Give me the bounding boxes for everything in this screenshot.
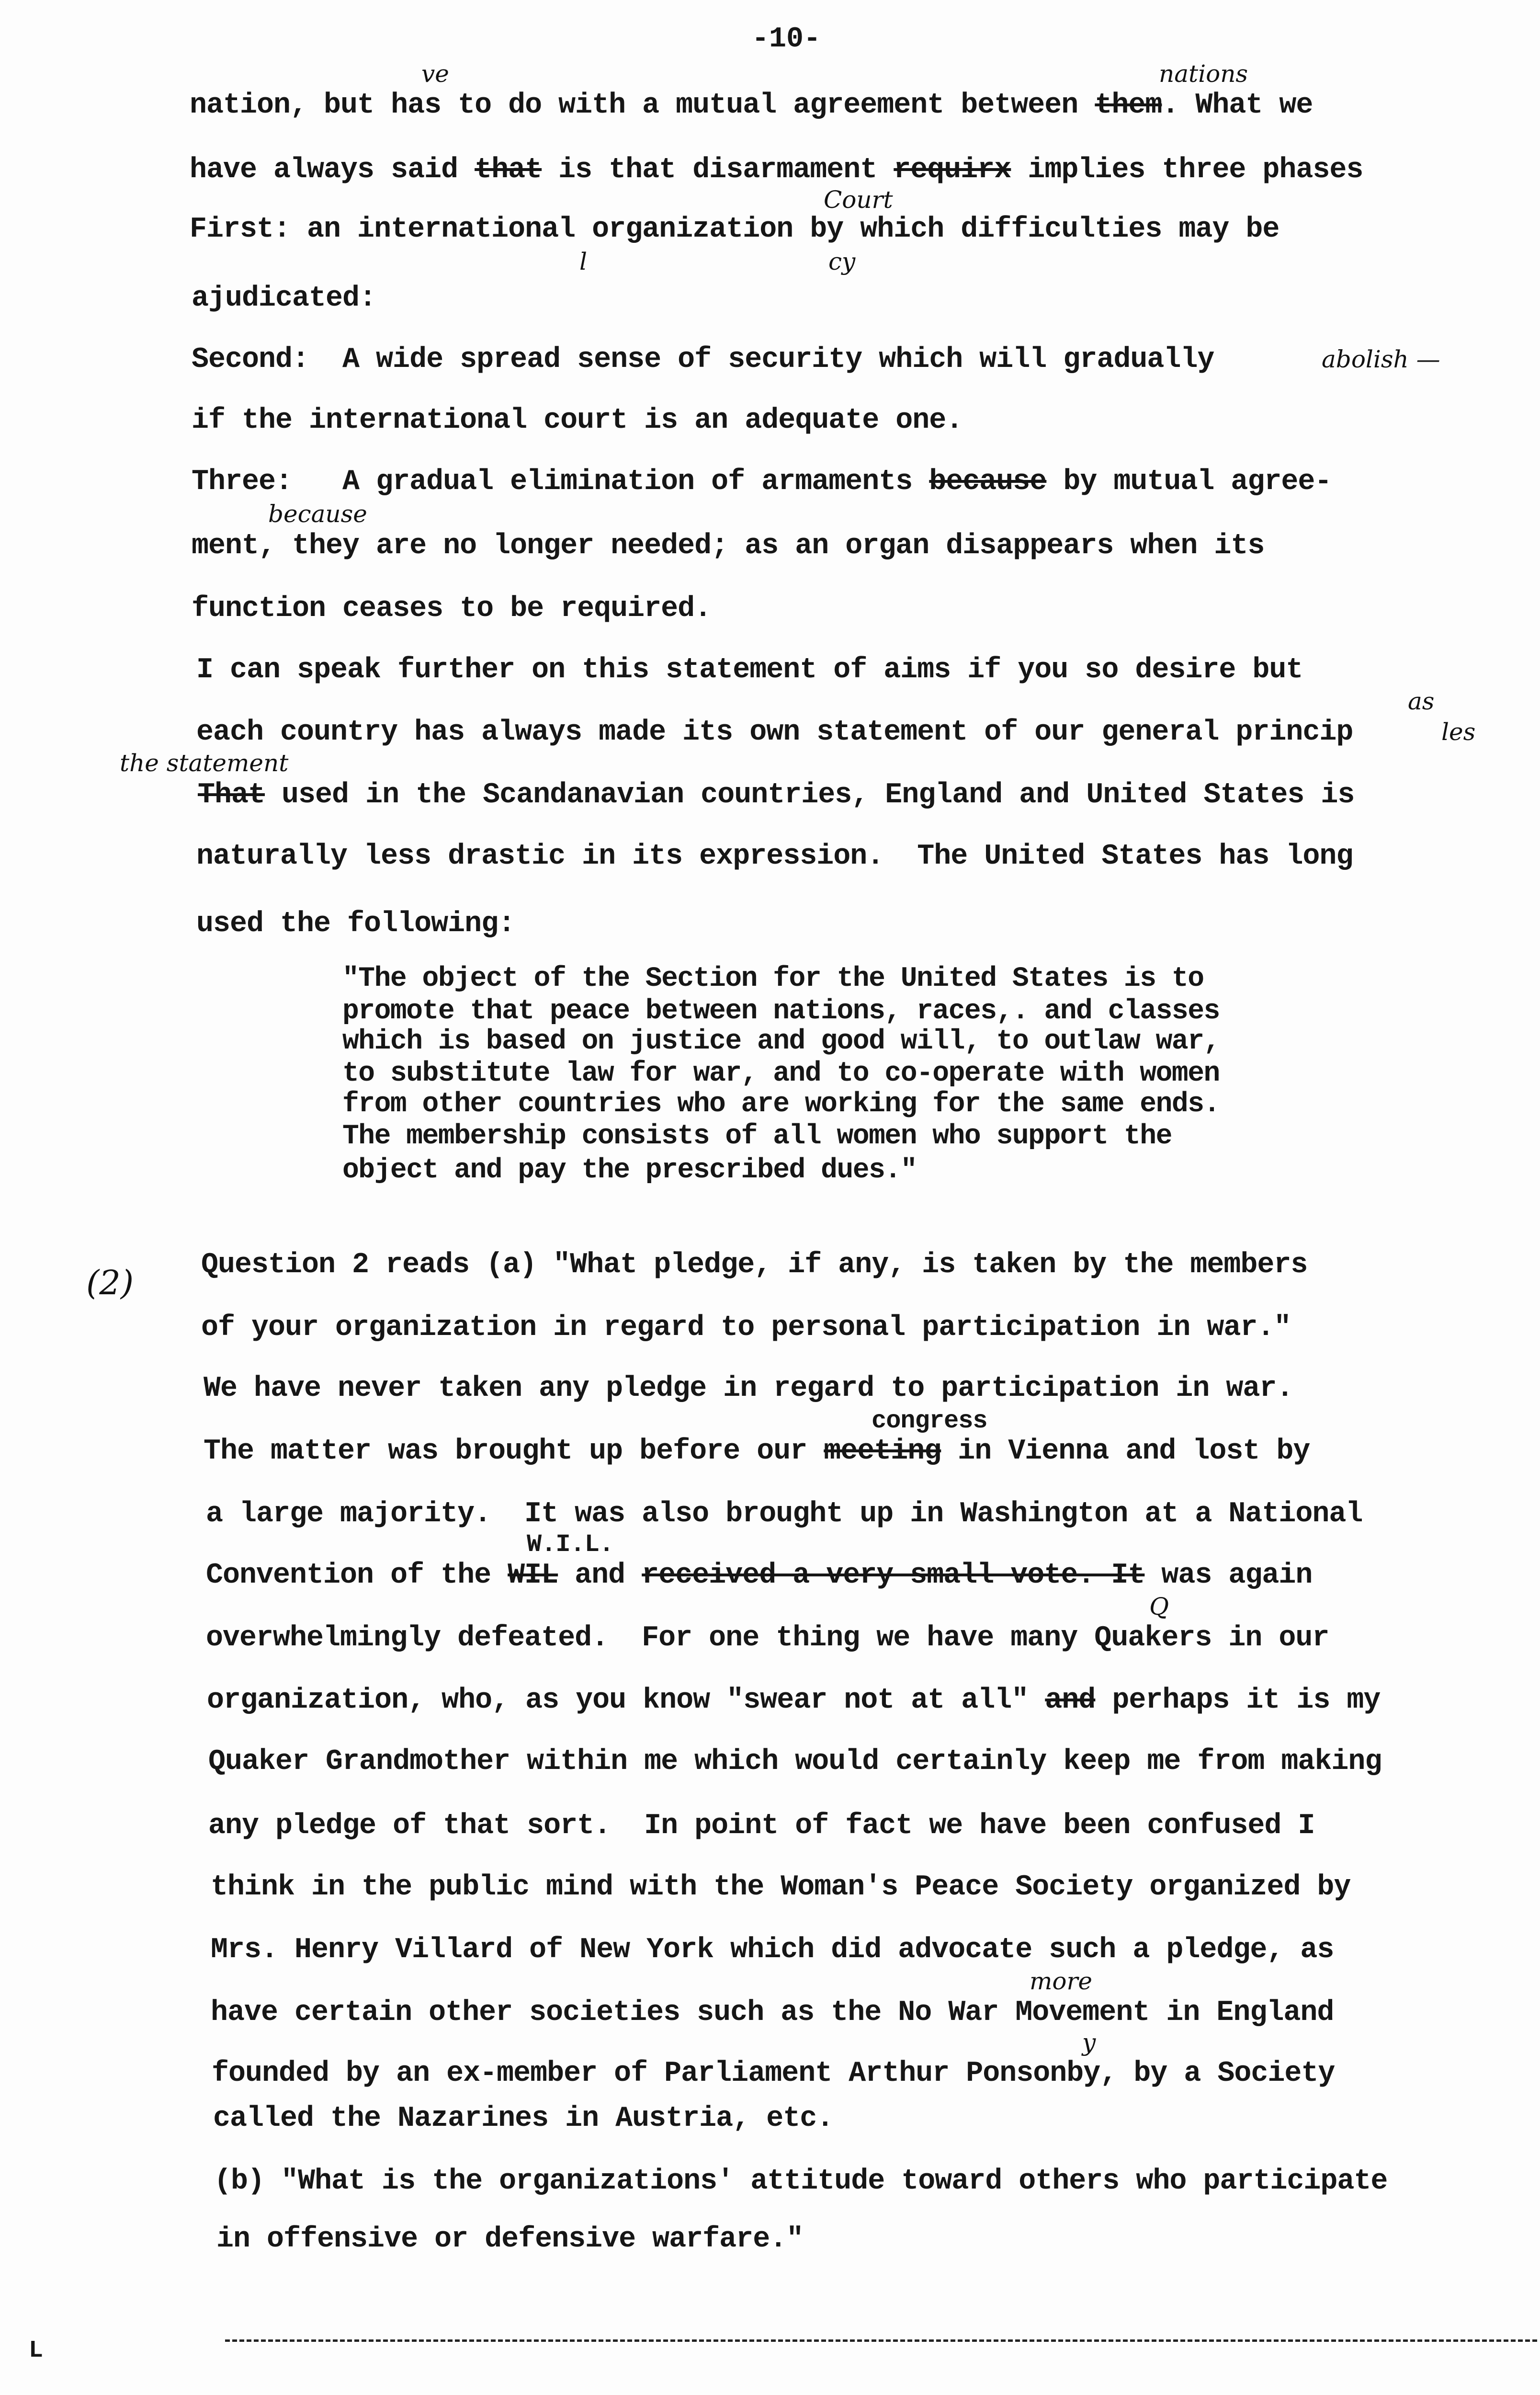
handwritten-nations: nations xyxy=(1159,60,1248,88)
struck-text: meeting xyxy=(824,1435,941,1468)
text-segment: of your organization in regard to personal participation in war." xyxy=(201,1312,1291,1344)
handwritten-les: les xyxy=(1441,718,1476,746)
struck-text: received a very small vote. It xyxy=(642,1559,1145,1592)
bottom-dashed-rule xyxy=(225,2339,1537,2342)
typed-insertion-wil: W.I.L. xyxy=(527,1530,614,1559)
text-line xyxy=(342,1060,1220,1088)
text-segment: naturally less drastic in its expression. The United States has long xyxy=(196,840,1353,873)
handwritten-because: because xyxy=(268,500,367,528)
text-line xyxy=(216,2224,803,2255)
text-segment: each country has always made its own statement of our general princip xyxy=(196,716,1353,749)
text-line xyxy=(196,841,1353,872)
text-segment: object and pay the prescribed dues." xyxy=(342,1155,917,1186)
text-line xyxy=(211,1935,1334,1965)
text-line xyxy=(206,1560,1312,1591)
text-segment: ment, they are no longer needed; as an organ disappears when its xyxy=(192,530,1265,562)
text-line xyxy=(201,1312,1291,1343)
text-segment: First: an international organization by which difficulties may be xyxy=(190,213,1280,246)
text-segment: a large majority. It was also brought up in Washington at a National xyxy=(206,1498,1363,1530)
text-line xyxy=(204,1373,1293,1404)
struck-text: WIL xyxy=(508,1559,558,1592)
text-segment: which is based on justice and good will, to outlaw war, xyxy=(342,1026,1220,1057)
text-line xyxy=(208,1811,1314,1841)
handwritten-abolish: abolish — xyxy=(1322,345,1440,373)
struck-text: and xyxy=(1045,1684,1096,1717)
text-segment: called the Nazarines in Austria, etc. xyxy=(213,2102,834,2135)
text-segment: in offensive or defensive warfare." xyxy=(216,2223,804,2256)
text-segment: "The object of the Section for the United States is to xyxy=(342,963,1204,994)
text-line xyxy=(342,1156,917,1185)
handwritten-y: y xyxy=(1082,2029,1096,2056)
text-line xyxy=(204,1436,1310,1467)
text-segment: have always said xyxy=(190,154,475,186)
handwritten-q: Q xyxy=(1149,1593,1169,1620)
text-line xyxy=(192,593,711,624)
text-segment: used in the Scandanavian countries, England and United States is xyxy=(265,779,1355,811)
text-segment: promote that peace between nations, races,. and classes xyxy=(342,996,1220,1027)
handwritten-l: l xyxy=(579,248,587,275)
text-line xyxy=(190,155,1363,185)
text-line xyxy=(196,909,515,939)
text-line xyxy=(342,1027,1220,1056)
text-line xyxy=(192,405,962,436)
handwritten-cy: cy xyxy=(828,248,856,275)
text-segment: perhaps it is my xyxy=(1095,1684,1381,1717)
text-segment: . What we xyxy=(1162,89,1313,122)
struck-text: them xyxy=(1095,89,1162,122)
text-line xyxy=(211,1997,1334,2028)
text-line xyxy=(342,997,1220,1026)
struck-text: that xyxy=(475,154,542,186)
text-segment: Convention of the xyxy=(206,1559,508,1592)
text-line xyxy=(342,965,1204,993)
text-segment: I can speak further on this statement of aims if you so desire but xyxy=(196,654,1303,686)
text-segment: The membership consists of all women who support the xyxy=(342,1121,1172,1152)
text-segment: implies three phases xyxy=(1011,154,1363,186)
text-line xyxy=(214,2166,1387,2197)
text-segment: (b) "What is the organizations' attitude toward others who participate xyxy=(214,2165,1388,2198)
text-line xyxy=(208,1746,1381,1777)
text-segment: is that disarmament xyxy=(542,154,894,186)
typed-insertion-congress: congress xyxy=(872,1407,987,1435)
handwritten-as: as xyxy=(1408,687,1435,715)
text-line xyxy=(213,2103,833,2134)
text-segment: used the following: xyxy=(196,908,515,940)
text-segment: Second: A wide spread sense of security which will gradually xyxy=(192,343,1231,376)
text-line xyxy=(192,283,376,314)
text-segment: We have never taken any pledge in regard to participation in war. xyxy=(204,1372,1293,1405)
handwritten-ve: ve xyxy=(421,60,449,88)
text-segment: have certain other societies such as the No War Movement in England xyxy=(211,1996,1334,2029)
handwritten-court: Court xyxy=(824,186,893,214)
text-line xyxy=(198,780,1354,810)
text-line xyxy=(190,90,1313,121)
handwritten-the-statement: the statement xyxy=(120,749,289,777)
text-line xyxy=(192,344,1231,375)
text-segment: think in the public mind with the Woman's Peace Society organized by xyxy=(211,1871,1351,1904)
page-number: -10- xyxy=(752,23,821,56)
page-edge-mark: L xyxy=(29,2337,44,2364)
text-segment: Quaker Grandmother within me which would certainly keep me from making xyxy=(208,1745,1382,1778)
text-segment: by mutual agree- xyxy=(1046,466,1332,498)
text-segment: and xyxy=(558,1559,642,1592)
text-segment: ajudicated: xyxy=(192,282,376,315)
text-segment: was again xyxy=(1144,1559,1313,1592)
text-segment: any pledge of that sort. In point of fact we have been confused I xyxy=(208,1810,1315,1842)
text-line xyxy=(201,1250,1307,1280)
text-segment: to substitute law for war, and to co-operate with women xyxy=(342,1058,1220,1089)
text-segment: from other countries who are working for the same ends. xyxy=(342,1089,1220,1120)
text-line xyxy=(206,1499,1362,1529)
text-segment: The matter was brought up before our xyxy=(204,1435,824,1468)
text-line xyxy=(342,1090,1220,1119)
struck-text: That xyxy=(198,779,265,811)
text-line xyxy=(190,214,1279,245)
text-line xyxy=(206,1623,1329,1654)
text-segment: function ceases to be required. xyxy=(192,593,712,625)
text-segment: Mrs. Henry Villard of New York which did advocate such a pledge, as xyxy=(211,1934,1334,1966)
text-line xyxy=(196,717,1353,748)
text-line xyxy=(192,467,1331,497)
text-segment: in Vienna and lost by xyxy=(941,1435,1310,1468)
text-line xyxy=(211,1872,1350,1903)
text-segment: organization, who, as you know "swear not at all" xyxy=(207,1684,1045,1717)
struck-text: requirx xyxy=(894,154,1011,186)
handwritten-margin-number: (2) xyxy=(86,1263,134,1302)
text-line xyxy=(342,1122,1172,1151)
struck-text: because xyxy=(929,466,1047,498)
text-segment: Three: A gradual elimination of armaments xyxy=(192,466,929,498)
handwritten-more: more xyxy=(1030,1967,1093,1995)
text-segment: Question 2 reads (a) "What pledge, if any, is taken by the members xyxy=(201,1249,1308,1281)
text-segment: founded by an ex-member of Parliament Arthur Ponsonby, by a Society xyxy=(212,2057,1335,2090)
text-line xyxy=(212,2058,1335,2089)
text-segment: nation, but has to do with a mutual agreement between xyxy=(190,89,1095,122)
text-segment: overwhelmingly defeated. For one thing we have many Quakers in our xyxy=(206,1622,1329,1654)
text-line xyxy=(207,1685,1380,1716)
text-segment: if the international court is an adequate one. xyxy=(192,404,963,437)
text-line xyxy=(196,655,1302,685)
text-line xyxy=(192,531,1264,561)
